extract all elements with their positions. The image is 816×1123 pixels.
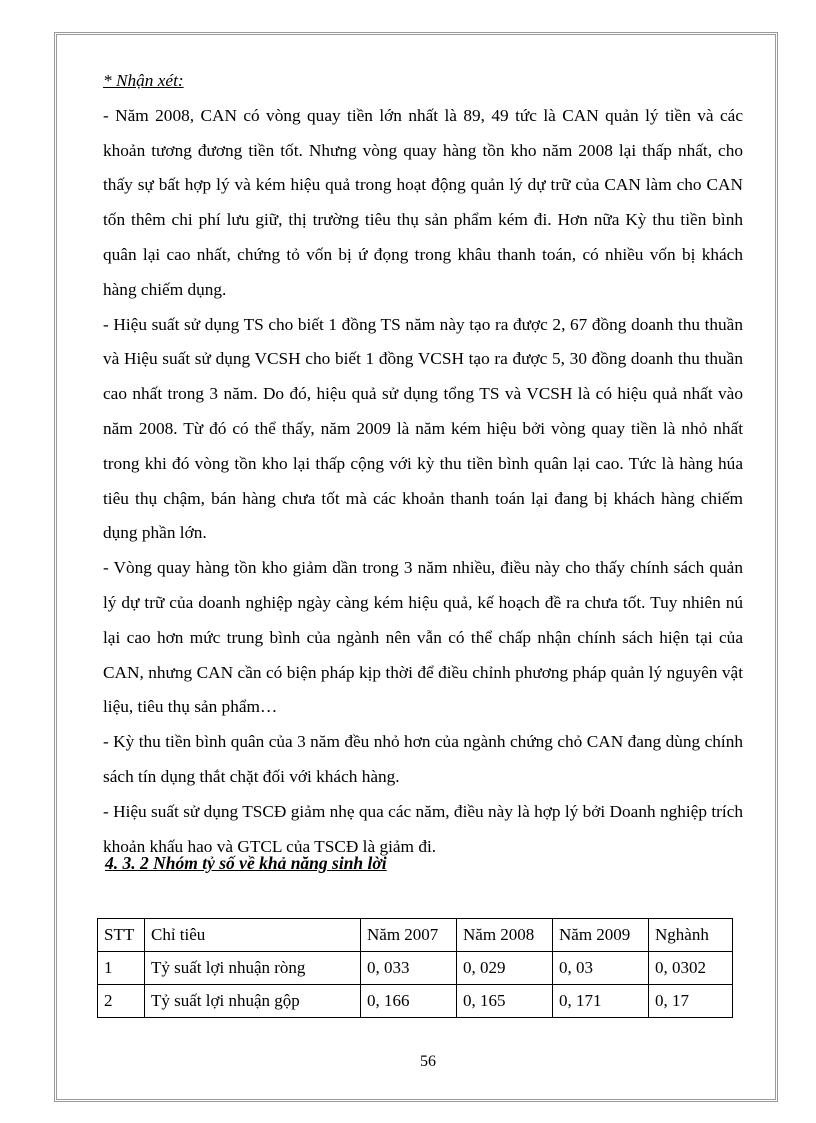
- remark-title: * Nhận xét:: [103, 71, 184, 90]
- table-cell: 0, 17: [649, 985, 733, 1018]
- table-cell: Tỷ suất lợi nhuận gộp: [145, 985, 361, 1018]
- header-cell: Năm 2008: [457, 919, 553, 952]
- document-body: [103, 64, 743, 864]
- table-header-row: [98, 919, 733, 952]
- profitability-ratios-table: [97, 918, 733, 1018]
- paragraph: - Hiệu suất sử dụng TS cho biết 1 đồng TS năm này tạo ra được 2, 67 đồng doanh thu thuần và Hiệu suất sử dụng VCSH cho biết 1 đồng VCSH tạo ra được 5, 30 đồng doanh thu thuần cao nhất trong 3 năm. Do đó, hiệu quả sử dụng tổng TS và VCSH là có hiệu quả nhất vào năm 2008. Từ đó có thể thấy, năm 2009 là năm kém hiệu bởi vòng quay tiền là nhỏ nhất trong khi đó vòng tồn kho lại thấp cộng với kỳ thu tiền bình quân lại cao. Tức là hàng húa tiêu thụ chậm, bán hàng chưa tốt mà các khoản thanh toán lại đang bị khách hàng chiếm dụng phần lớn.: [103, 314, 743, 543]
- header-cell: Nghành: [649, 919, 733, 952]
- page-number: 56: [420, 1053, 436, 1070]
- table-row: [98, 952, 733, 985]
- header-cell: Năm 2007: [361, 919, 457, 952]
- paragraph: - Năm 2008, CAN có vòng quay tiền lớn nhất là 89, 49 tức là CAN quản lý tiền và các khoản tương đương tiền tốt. Nhưng vòng quay hàng tồn kho năm 2008 lại thấp nhất, cho thấy sự bất hợp lý và kém hiệu quả trong hoạt động quản lý dự trữ của CAN làm cho CAN tốn thêm chi phí lưu giữ, thị trường tiêu thụ sản phẩm kém đi. Hơn nữa Kỳ thu tiền bình quân lại cao nhất, chứng tỏ vốn bị ứ đọng trong khâu thanh toán, có nhiều vốn bị khách hàng chiếm dụng.: [103, 105, 743, 299]
- table-cell: 2: [98, 985, 145, 1018]
- paragraph: - Vòng quay hàng tồn kho giảm dần trong 3 năm nhiều, điều này cho thấy chính sách quản lý dự trữ của doanh nghiệp ngày càng kém hiệu quả, kế hoạch đề ra chưa tốt. Tuy nhiên nú lại cao hơn mức trung bình của ngành nên vẫn có thể chấp nhận chính sách hiện tại của CAN, nhưng CAN cần có biện pháp kịp thời để điều chỉnh phương pháp quản lý nguyên vật liệu, tiêu thụ sản phẩm…: [103, 558, 743, 717]
- table-cell: 0, 0302: [649, 952, 733, 985]
- section-heading: 4. 3. 2 Nhóm tỷ số về khả năng sinh lời: [105, 853, 387, 873]
- table-cell: 0, 165: [457, 985, 553, 1018]
- header-cell: STT: [98, 919, 145, 952]
- table-cell: 0, 03: [553, 952, 649, 985]
- table-cell: 1: [98, 952, 145, 985]
- paragraph: - Hiệu suất sử dụng TSCĐ giảm nhẹ qua các năm, điều này là hợp lý bởi Doanh nghiệp trích khoản khấu hao và GTCL của TSCĐ là giảm đi.: [103, 801, 743, 856]
- paragraph: - Kỳ thu tiền bình quân của 3 năm đều nhỏ hơn của ngành chứng chỏ CAN đang dùng chính sách tín dụng thắt chặt đối với khách hàng.: [103, 732, 743, 786]
- table-cell: Tỷ suất lợi nhuận ròng: [145, 952, 361, 985]
- header-cell: Chỉ tiêu: [145, 919, 361, 952]
- table-cell: 0, 033: [361, 952, 457, 985]
- table-cell: 0, 029: [457, 952, 553, 985]
- table-cell: 0, 166: [361, 985, 457, 1018]
- table-cell: 0, 171: [553, 985, 649, 1018]
- table-row: [98, 985, 733, 1018]
- header-cell: Năm 2009: [553, 919, 649, 952]
